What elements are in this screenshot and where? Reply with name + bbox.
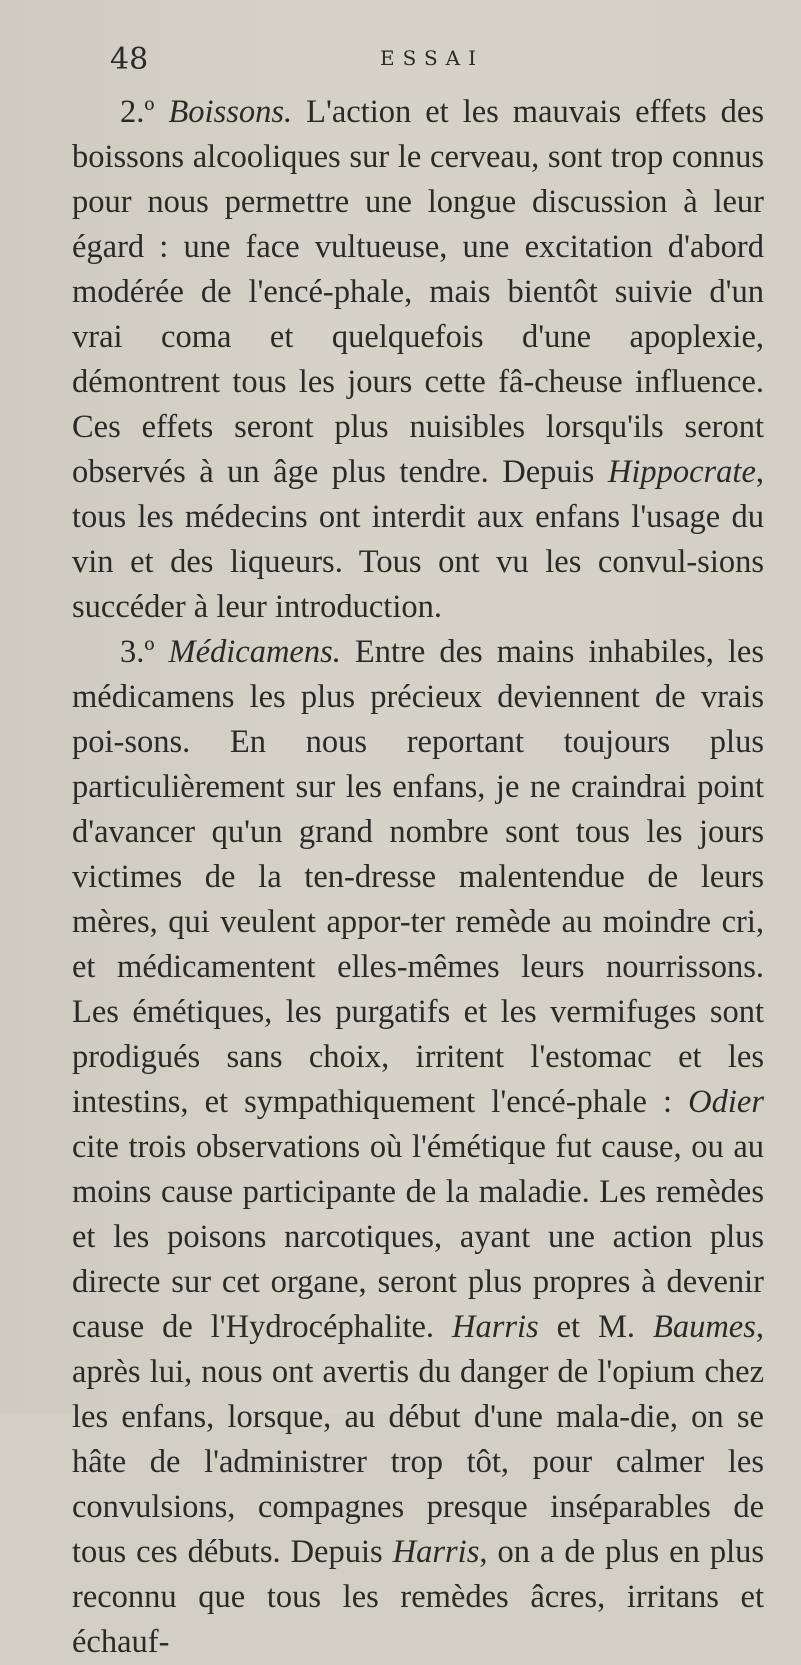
paragraph-text: , on a de plus en plus reconnu que tous les remèdes âcres, irritans et échauf- bbox=[72, 1534, 764, 1660]
author-name: Odier bbox=[688, 1084, 764, 1120]
author-name: Hippocrate bbox=[607, 454, 756, 490]
body-text bbox=[72, 90, 764, 1665]
paragraph-text: cite trois observations où l'émétique fut cause, ou au moins cause participante de la maladie. Les remèdes et les poisons narcotiques, ayant une action plus directe sur cet organe, seront plus propres à devenir cause de l'Hydrocéphalite. bbox=[72, 1129, 764, 1345]
author-name: Baumes bbox=[652, 1309, 756, 1345]
author-name: Harris bbox=[451, 1309, 539, 1345]
paragraph-text: et M. bbox=[538, 1309, 653, 1345]
paragraph-text: , après lui, nous ont avertis du danger de l'opium chez les enfans, lorsque, au début d'une mala-die, on se hâte de l'administrer trop tôt, pour calmer les convulsions, compagnes presque inséparables de tous ces débuts. Depuis bbox=[72, 1309, 764, 1570]
page-header bbox=[110, 42, 761, 82]
paragraph-text: Entre des mains inhabiles, les médicamens les plus précieux deviennent de vrais poi-sons. En nous reportant toujours plus particulièrement sur les enfans, je ne craindrai point d'avancer qu'un grand nombre sont tous les jours victimes de la ten-dresse malentendue de leurs mères, qui veulent appor-ter remède au moindre cri, et médicamentent elles-mêmes leurs nourrissons. Les émétiques, les purgatifs et les vermifuges sont prodigués sans choix, irritent l'estomac et les intestins, et sympathiquement l'encé-phale : bbox=[72, 634, 764, 1120]
section-heading: Médicamens. bbox=[168, 634, 341, 670]
section-heading: Boissons. bbox=[168, 94, 293, 130]
section-number: 2.º bbox=[120, 94, 169, 130]
section-number: 3.º bbox=[120, 634, 169, 670]
page-number: 48 bbox=[110, 42, 149, 77]
paragraph-text: , tous les médecins ont interdit aux enfans l'usage du vin et des liqueurs. Tous ont vu les convul-sions succéder à leur introduction. bbox=[72, 454, 764, 625]
author-name: Harris bbox=[392, 1534, 480, 1570]
running-title: ESSAI bbox=[380, 46, 484, 70]
paragraph-boissons bbox=[72, 90, 764, 630]
paragraph-text: L'action et les mauvais effets des boissons alcooliques sur le cerveau, sont trop connus pour nous permettre une longue discussion à leur égard : une face vultueuse, une excitation d'abord modérée de l'encé-phale, mais bientôt suivie d'un vrai coma et quelquefois d'une apoplexie, démontrent tous les jours cette fâ-cheuse influence. Ces effets seront plus nuisibles lorsqu'ils seront observés à un âge plus tendre. Depuis bbox=[72, 94, 765, 490]
paragraph-medicamens bbox=[72, 630, 764, 1665]
